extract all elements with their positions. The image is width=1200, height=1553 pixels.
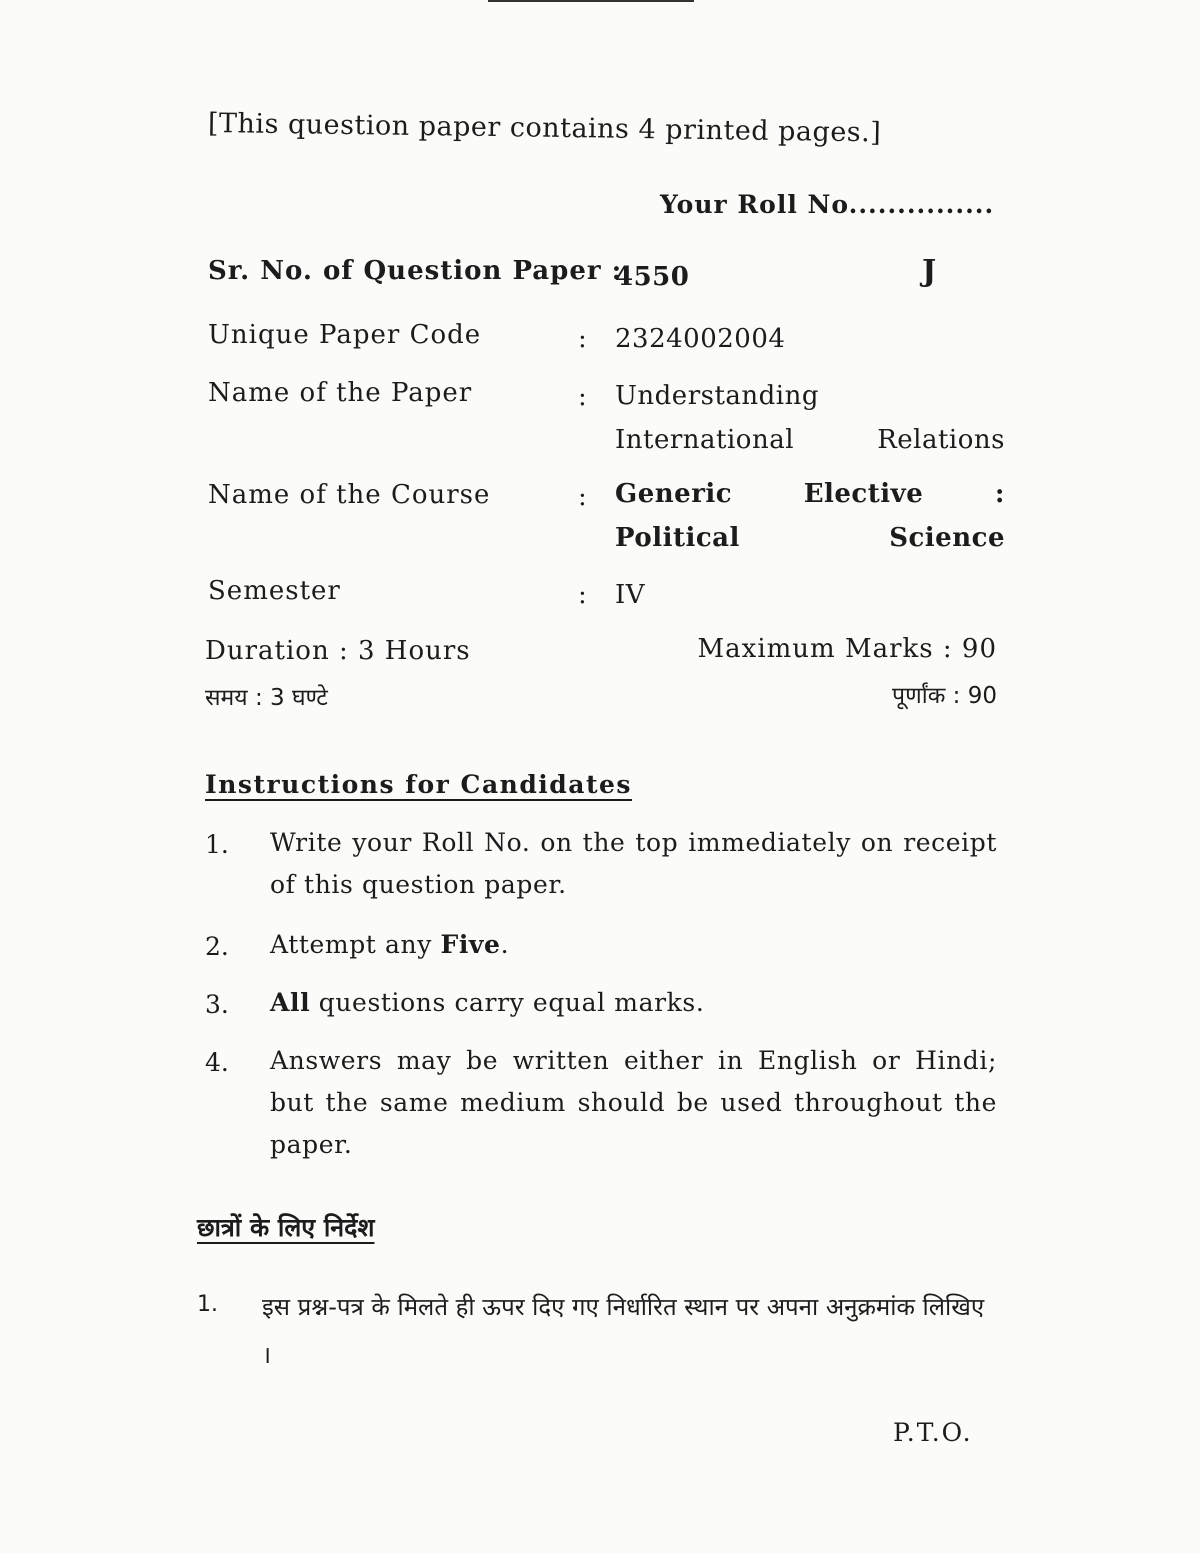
instruction-text: Write your Roll No. on the top immediately on receipt of this question paper. xyxy=(270,828,997,899)
max-marks-hi: पूर्णांक : 90 xyxy=(892,683,997,709)
sr-no-label: Sr. No. of Question Paper : xyxy=(208,256,623,286)
top-rule xyxy=(488,0,694,2)
please-turn-over: P.T.O. xyxy=(893,1418,973,1447)
paper-name-value: Understanding International Relations xyxy=(615,381,1005,455)
instruction-text xyxy=(270,924,997,966)
instruction-emphasis: All xyxy=(270,988,311,1017)
roll-number-field: Your Roll No............... xyxy=(660,190,995,219)
instruction-text xyxy=(270,982,997,1024)
course-name-colon: : xyxy=(578,482,587,512)
max-marks-en: Maximum Marks : 90 xyxy=(697,634,997,664)
instruction-emphasis: Five xyxy=(440,930,501,959)
sr-no-value: 4550 xyxy=(615,262,690,292)
hindi-instructions-heading: छात्रों के लिए निर्देश xyxy=(197,1213,375,1242)
course-name-label: Name of the Course xyxy=(208,480,491,510)
paper-name-colon: : xyxy=(578,382,587,412)
page-count-note: [This question paper contains 4 printed pages.] xyxy=(207,108,882,149)
paper-code-value: 2324002004 xyxy=(615,324,786,354)
instruction-number: 3. xyxy=(205,990,229,1019)
series-letter: J xyxy=(922,254,937,289)
duration-hi: समय : 3 घण्टे xyxy=(205,685,328,711)
instruction-text: Answers may be written either in English or Hindi; but the same medium should be used throughout the paper. xyxy=(270,1046,997,1159)
instruction-text-part: questions carry equal marks. xyxy=(310,988,705,1017)
instructions-heading: Instructions for Candidates xyxy=(205,770,632,799)
instruction-text-part: Attempt any xyxy=(270,930,441,959)
semester-label: Semester xyxy=(208,576,341,606)
paper-name-label: Name of the Paper xyxy=(208,378,473,408)
duration-en: Duration : 3 Hours xyxy=(205,636,471,666)
hindi-instruction-text: इस प्रश्न-पत्र के मिलते ही ऊपर दिए गए निर्धारित स्थान पर अपना अनुक्रमांक लिखिए । xyxy=(262,1293,985,1369)
paper-code-label: Unique Paper Code xyxy=(208,320,482,350)
hindi-instruction-number: 1. xyxy=(197,1292,218,1317)
instruction-number: 1. xyxy=(205,830,229,859)
instruction-text-part: . xyxy=(500,930,510,959)
paper-code-colon: : xyxy=(578,324,587,354)
instruction-number: 2. xyxy=(205,932,229,961)
semester-value: IV xyxy=(615,580,646,610)
semester-colon: : xyxy=(578,580,587,610)
instruction-number: 4. xyxy=(205,1048,229,1077)
course-name-value: Generic Elective : Political Science xyxy=(615,479,1005,553)
